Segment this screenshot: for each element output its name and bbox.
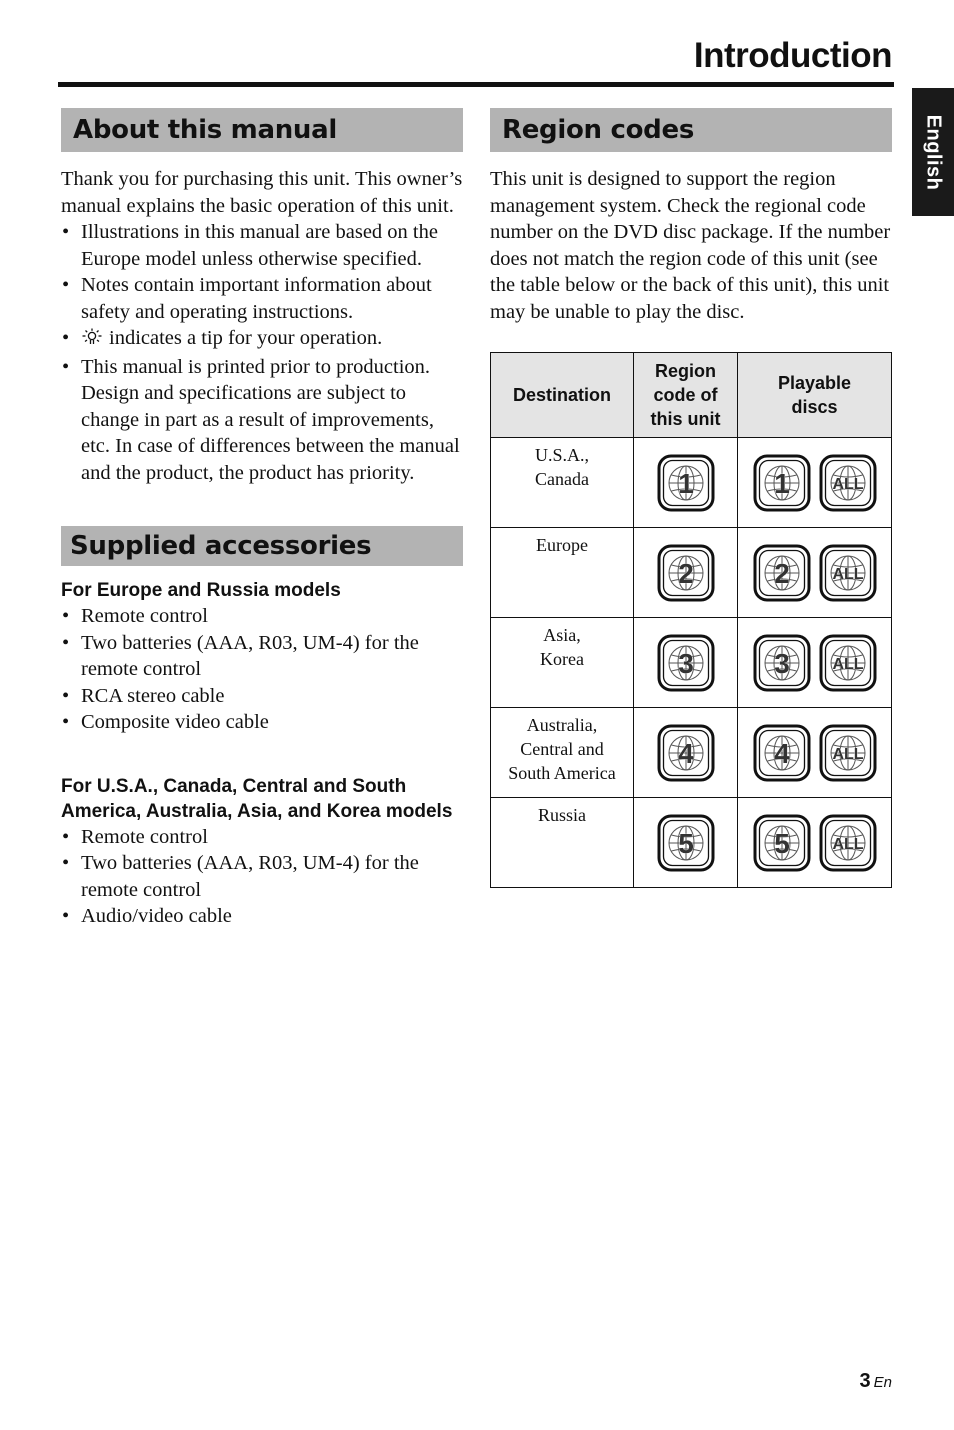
region-code-cell [634,528,738,618]
region-disc-label: ALL [831,655,864,673]
about-bullet [61,272,463,325]
about-bullets [61,219,463,486]
destination-line: Canada [535,469,589,489]
region-disc-icon [819,544,877,602]
region-disc-label: ALL [831,565,864,583]
region-disc-label: ALL [831,835,864,853]
destination-line: South America [508,763,616,783]
language-tab-label: English [922,114,945,190]
accessory-item: • RCA stereo cable [61,683,463,710]
about-bullet-text: Notes contain important information about safety and operating instructions. [81,274,432,323]
destination-cell [491,618,634,708]
playable-discs-cell [738,618,892,708]
region-row [491,528,892,618]
region-code-cell [634,438,738,528]
destination-line: Europe [536,535,588,555]
accessories-heading: Supplied accessories [61,526,463,566]
accessories-group-title: For U.S.A., Canada, Central and South America, Australia, Asia, and Korea models [61,775,453,822]
region-disc-icon [657,814,715,872]
page-number-value: 3 [859,1370,871,1392]
region-code-cell [634,708,738,798]
accessory-item: • Two batteries (AAA, R03, UM-4) for the remote control [61,630,463,683]
region-code-cell [634,798,738,888]
region-disc-label: 5 [773,827,790,859]
title-rule [58,82,894,87]
region-disc-icon [819,454,877,512]
accessories-group-title: For Europe and Russia models [61,580,341,601]
region-disc-icon [753,814,811,872]
accessory-item: • Two batteries (AAA, R03, UM-4) for the remote control [61,850,463,903]
destination-line: Russia [537,805,586,825]
accessory-item: • Remote control [61,603,463,630]
region-disc-icon [753,724,811,782]
region-disc-icon [753,634,811,692]
playable-discs-cell [738,708,892,798]
destination-cell [491,798,634,888]
playable-discs-cell [738,528,892,618]
lightbulb-icon [81,327,103,354]
destination-line: Asia, [543,625,581,645]
page-number [860,1370,892,1393]
accessory-item: • Composite video cable [61,709,463,736]
destination-line: Central and [520,739,604,759]
region-disc-label: 3 [677,647,694,679]
region-disc-icon [819,814,877,872]
region-row [491,708,892,798]
region-disc-label: 4 [677,737,694,769]
region-disc-label: 1 [677,467,694,499]
destination-line: Australia, [526,715,598,735]
region-disc-icon [657,634,715,692]
about-heading: About this manual [61,108,463,152]
destination-cell [491,438,634,528]
destination-cell [491,708,634,798]
region-table [490,352,892,888]
region-disc-icon [753,544,811,602]
page-language-suffix: En [873,1374,892,1391]
about-bullet-text: Illustrations in this manual are based on the Europe model unless otherwise specified. [81,221,438,270]
region-disc-label: 2 [677,557,694,589]
destination-line: Korea [540,649,584,669]
region-heading: Region codes [490,108,892,152]
about-intro: Thank you for purchasing this unit. This owner’s manual explains the basic operation of this unit. [61,168,463,217]
right-column [490,108,892,325]
region-code-cell [634,618,738,708]
playable-discs-cell [738,798,892,888]
about-bullet [61,354,463,487]
region-disc-label: 3 [773,647,790,679]
region-disc-icon [819,634,877,692]
page-title: Introduction [693,36,892,75]
destination-cell [491,528,634,618]
left-column [61,108,463,930]
column-header-region-code: Region code of this unit [634,353,738,438]
accessory-item: • Audio/video cable [61,903,463,930]
about-bullet [61,219,463,272]
destination-line: U.S.A., [534,445,589,465]
region-row [491,618,892,708]
region-table-header [491,353,892,438]
accessories-list [61,603,463,736]
region-row [491,798,892,888]
region-disc-label: 1 [773,467,790,499]
region-disc-label: 4 [773,737,790,769]
region-disc-icon [657,454,715,512]
about-bullet-text: This manual is printed prior to production. Design and specifications are subject to change in part as a result of improvements, etc. In case of differences between the manual and the product, the product has priority. [81,355,460,484]
region-disc-icon [753,454,811,512]
about-bullet-text: indicates a tip for your operation. [109,327,383,349]
region-disc-icon [657,544,715,602]
accessories-list [61,824,463,930]
language-tab [912,88,954,216]
playable-discs-cell [738,438,892,528]
column-header-playable: Playable discs [738,353,892,438]
column-header-destination: Destination [491,353,634,438]
region-disc-label: ALL [831,745,864,763]
region-intro: This unit is designed to support the region management system. Check the regional code number on the DVD disc package. If the number does not match the region code of this unit (see the table below or the back of this unit), this unit may be unable to play the disc. [490,168,891,323]
region-disc-label: 5 [677,827,694,859]
region-row [491,438,892,528]
region-disc-label: ALL [831,475,864,493]
accessory-item: • Remote control [61,824,463,851]
region-disc-label: 2 [773,557,790,589]
region-disc-icon [657,724,715,782]
region-disc-icon [819,724,877,782]
about-bullet [61,325,463,354]
